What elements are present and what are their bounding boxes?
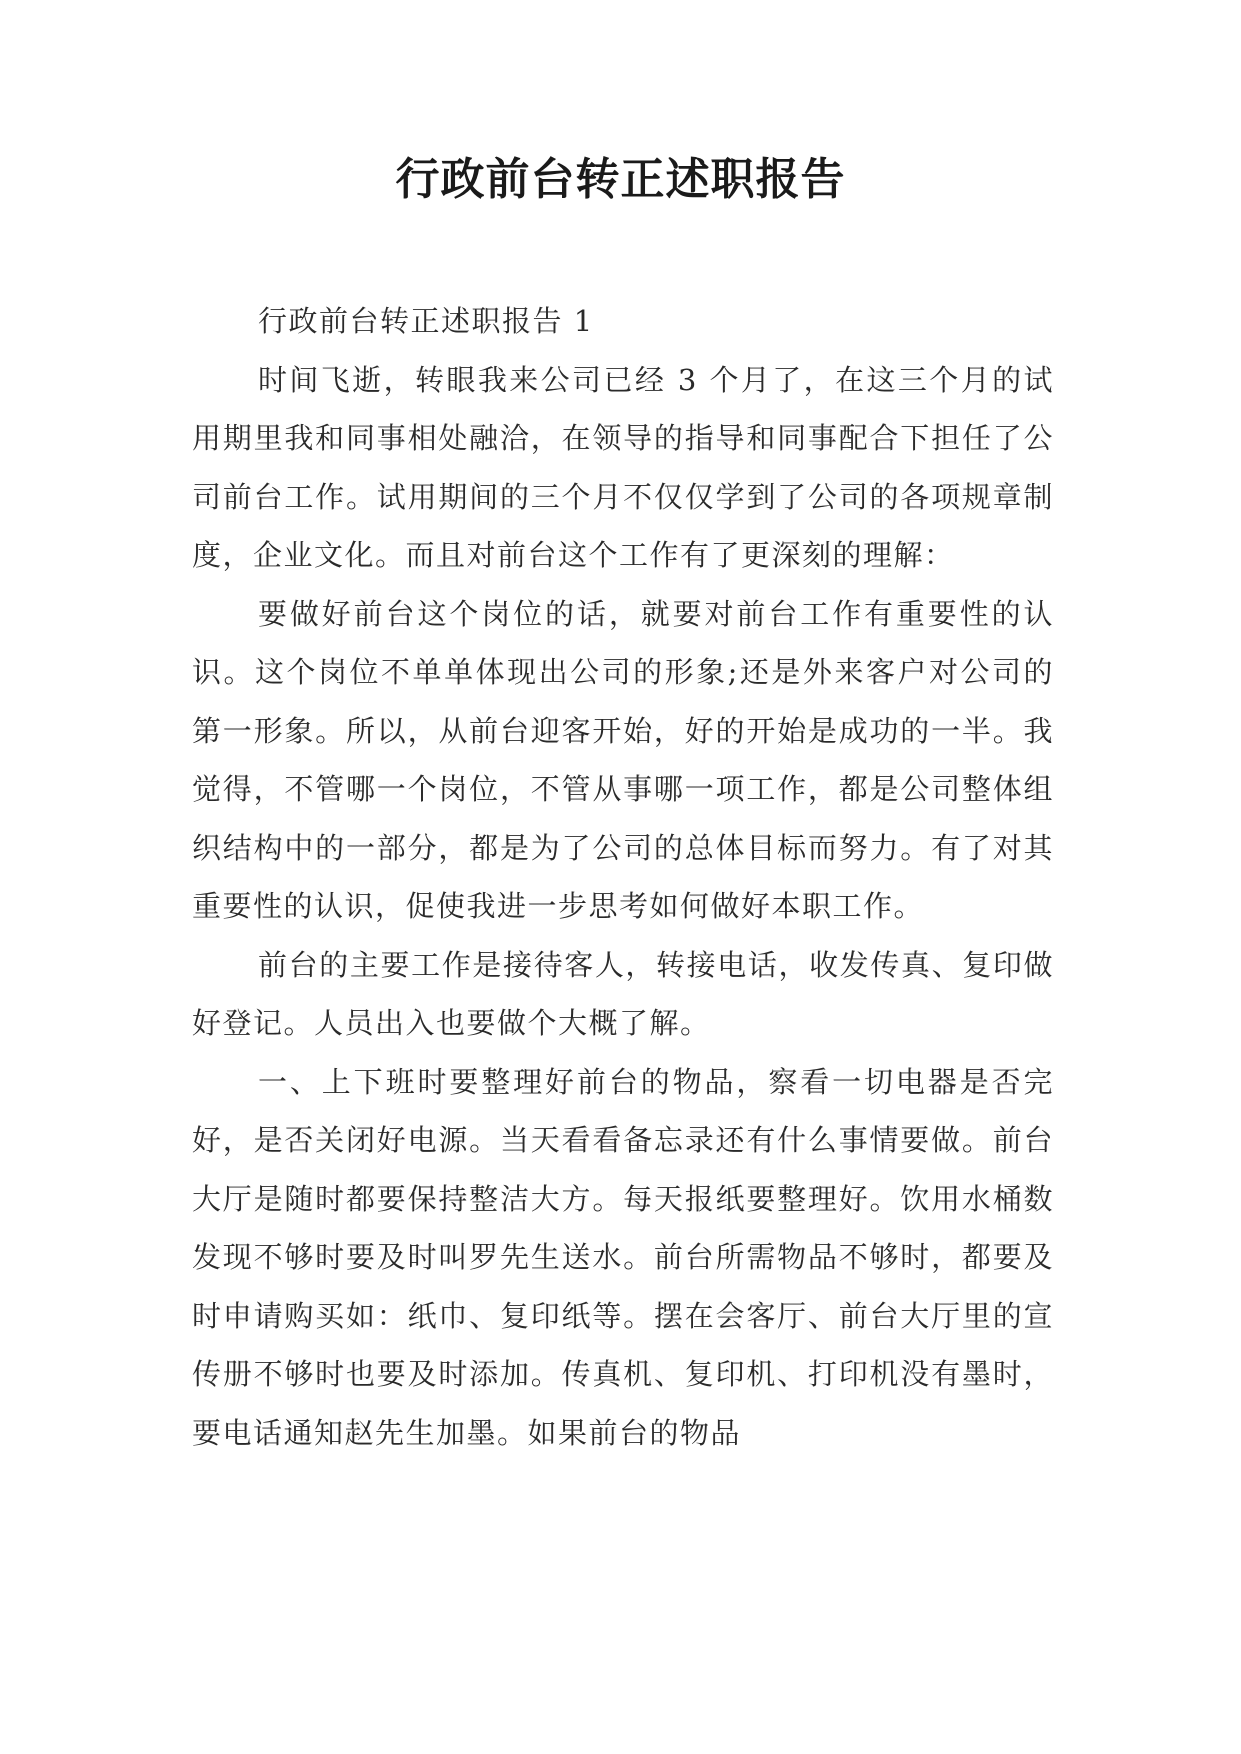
paragraph: 要做好前台这个岗位的话，就要对前台工作有重要性的认识。这个岗位不单单体现出公司的形象;还是外来客户对公司的第一形象。所以，从前台迎客开始，好的开始是成功的一半。我觉得，不管哪一个岗位，不管从事哪一项工作，都是公司整体组织结构中的一部分，都是为了公司的总体目标而努力。有了对其重要性的认识，促使我进一步思考如何做好本职工作。 [192, 596, 1054, 923]
document-body [192, 292, 1054, 1462]
paragraph: 时间飞逝，转眼我来公司已经 3 个月了，在这三个月的试用期里我和同事相处融洽，在领导的指导和同事配合下担任了公司前台工作。试用期间的三个月不仅仅学到了公司的各项规章制度，企业文化。而且对前台这个工作有了更深刻的理解： [192, 362, 1054, 572]
paragraph: 一、上下班时要整理好前台的物品，察看一切电器是否完好，是否关闭好电源。当天看看备忘录还有什么事情要做。前台大厅是随时都要保持整洁大方。每天报纸要整理好。饮用水桶数发现不够时要及时叫罗先生送水。前台所需物品不够时，都要及时申请购买如：纸巾、复印纸等。摆在会客厅、前台大厅里的宣传册不够时也要及时添加。传真机、复印机、打印机没有墨时，要电话通知赵先生加墨。如果前台的物品 [192, 1064, 1054, 1450]
paragraph-heading: 行政前台转正述职报告 1 [258, 304, 594, 338]
paragraph: 前台的主要工作是接待客人，转接电话，收发传真、复印做好登记。人员出入也要做个大概了解。 [192, 947, 1054, 1040]
document-title: 行政前台转正述职报告 [395, 154, 846, 205]
